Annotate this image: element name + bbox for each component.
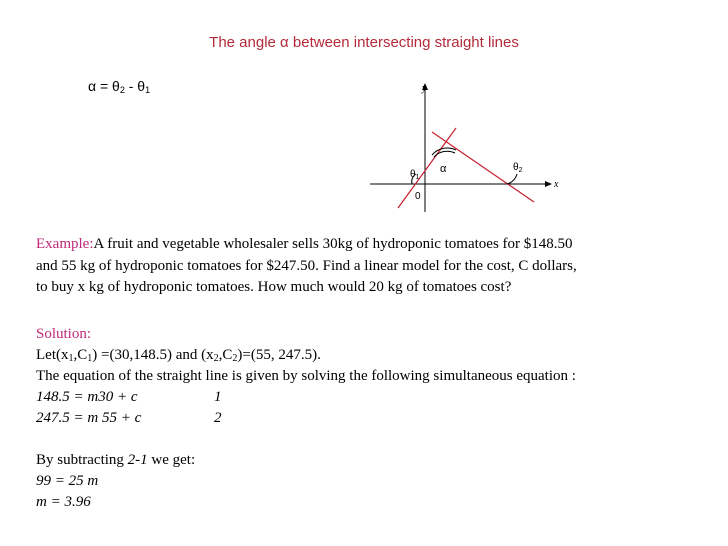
- example-line-1: [36, 234, 573, 254]
- theta1-symbol: θ: [410, 169, 416, 180]
- theta1-subscript: 1: [415, 174, 420, 181]
- result-1-text: 99 = 25 m: [36, 473, 99, 489]
- let-a: Let(x: [36, 347, 69, 363]
- formula-sub2: 2: [119, 85, 125, 95]
- theta1-label: [410, 169, 420, 181]
- example-line-2: and 55 kg of hydroponic tomatoes for $247.50. Find a linear model for the cost, C dollars,: [36, 258, 577, 274]
- formula-sub1: 1: [145, 85, 151, 95]
- x-axis-label: x: [554, 179, 559, 190]
- example-line-3: to buy x kg of hydroponic tomatoes. How much would 20 kg of tomatoes cost?: [36, 279, 512, 295]
- subtract-text-b: 2-1: [127, 452, 148, 468]
- let-c: ) =(30,148.5) and (x: [92, 347, 214, 363]
- intersecting-lines-diagram: [360, 78, 580, 218]
- theta2-subscript: 2: [518, 167, 523, 174]
- line-1: [398, 128, 456, 208]
- let-sub2a: 2: [213, 353, 219, 364]
- alpha-arc-inner: [434, 151, 455, 157]
- subtracting-line: [36, 450, 195, 470]
- let-sub1a: 1: [68, 353, 74, 364]
- example-text-1: A fruit and vegetable wholesaler sells 30kg of hydroponic tomatoes for $148.50: [93, 236, 573, 252]
- example-label: Example:: [36, 236, 94, 252]
- formula-lhs: α = θ: [88, 78, 120, 94]
- result-2-text: m = 3.96: [36, 494, 91, 510]
- theta2-label: [513, 162, 523, 174]
- solution-label: Solution:: [36, 326, 92, 342]
- equation-2-number: 2: [214, 410, 222, 426]
- equation-1-number: 1: [214, 389, 222, 405]
- let-e: )=(55, 247.5).: [237, 347, 321, 363]
- alpha-label: α: [440, 163, 447, 175]
- theta2-arc: [507, 174, 517, 184]
- theta2-symbol: θ: [513, 162, 519, 173]
- x-axis-arrow: [545, 181, 552, 187]
- origin-label: 0: [415, 191, 421, 202]
- y-axis-label: y: [422, 83, 427, 94]
- subtract-text-c: we get:: [147, 452, 196, 468]
- let-sub1b: 1: [87, 353, 93, 364]
- formula-minus: - θ: [124, 78, 146, 94]
- let-d: ,C: [218, 347, 233, 363]
- let-b: ,C: [73, 347, 88, 363]
- result-1: [36, 471, 98, 491]
- equation-intro: The equation of the straight line is given by solving the following simultaneous equation :: [36, 368, 576, 384]
- angle-formula: [88, 78, 150, 95]
- slide-title: The angle α between intersecting straight lines: [209, 34, 519, 51]
- let-sub2b: 2: [232, 353, 238, 364]
- equation-1-row: [36, 387, 222, 407]
- equation-2: 247.5 = m 55 + c: [36, 410, 142, 426]
- result-2: [36, 492, 91, 512]
- equation-1: 148.5 = m30 + c: [36, 389, 138, 405]
- subtract-text-a: By subtracting: [36, 452, 128, 468]
- equation-2-row: [36, 408, 222, 428]
